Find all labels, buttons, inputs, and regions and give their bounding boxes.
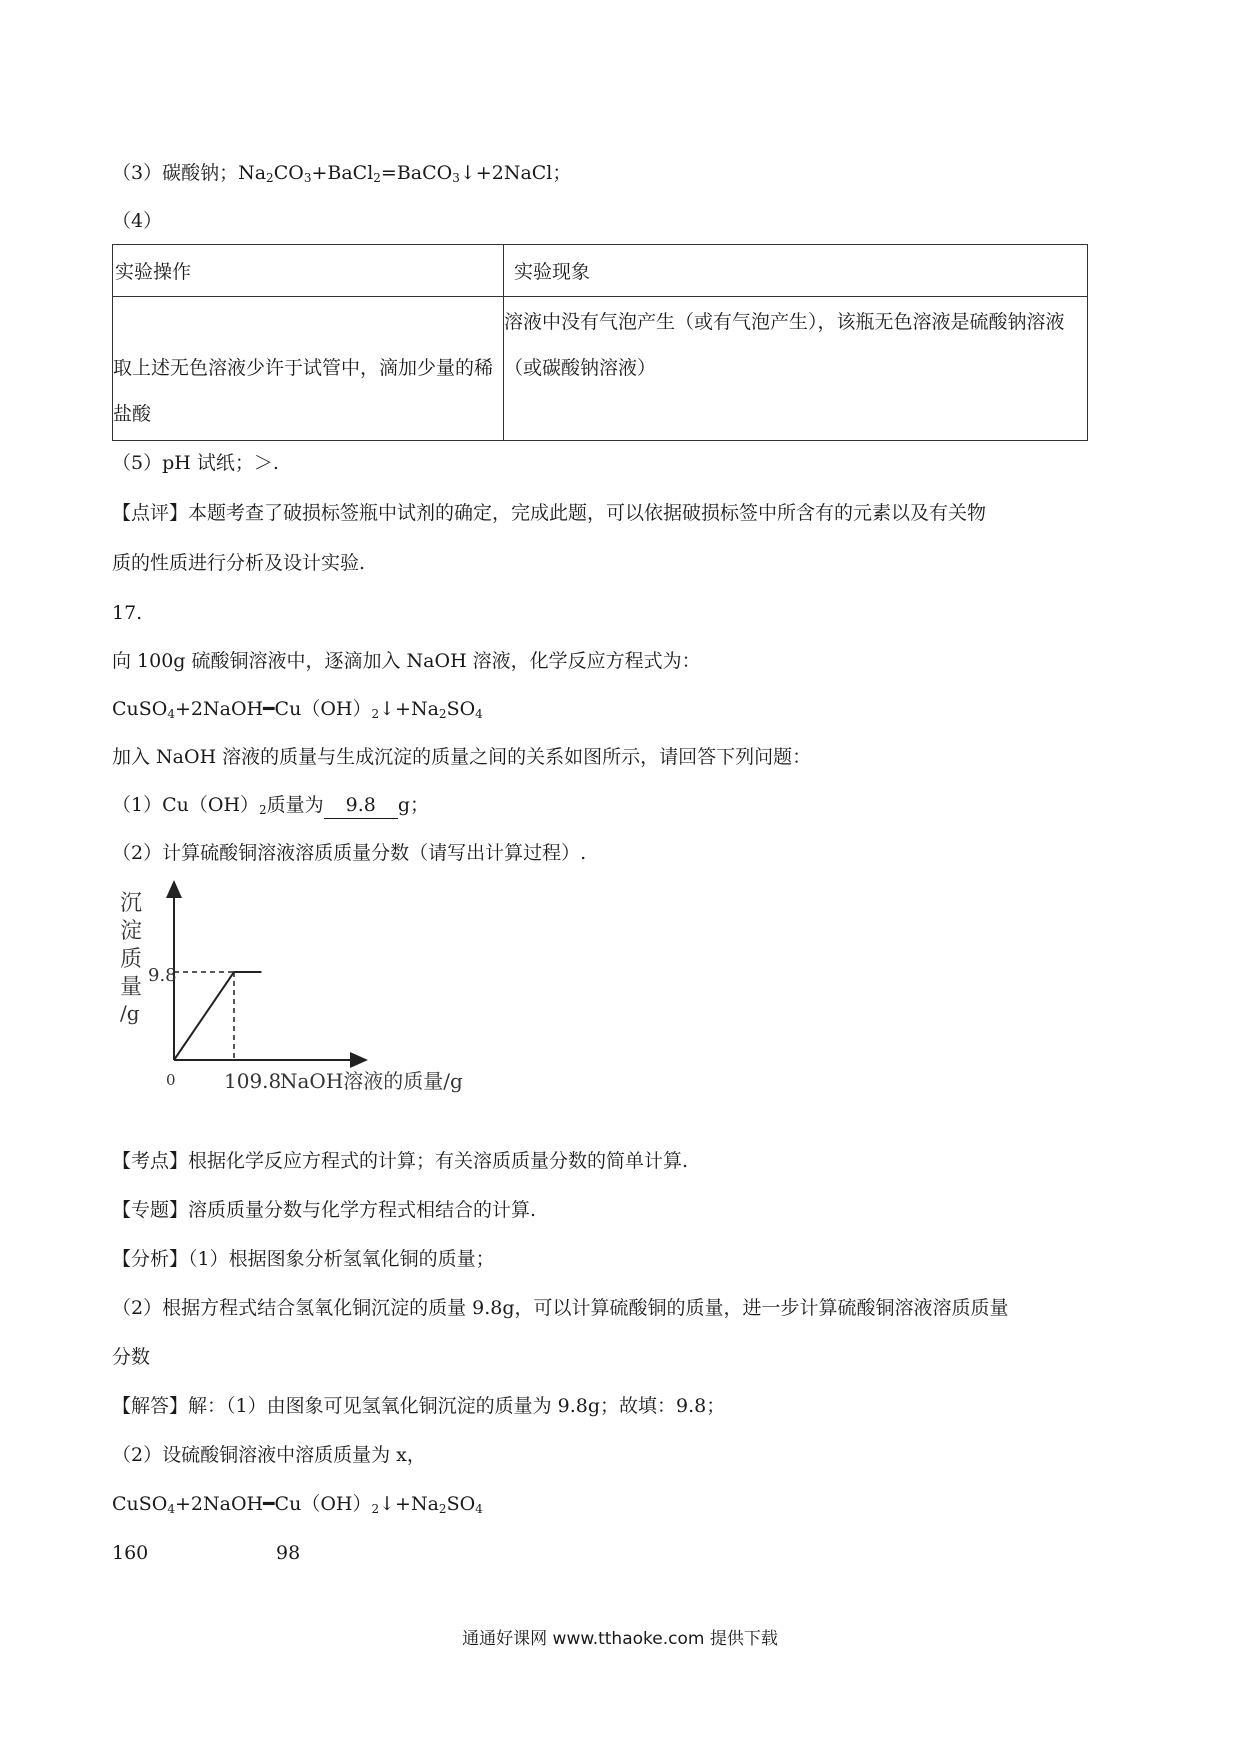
header-text: 实验操作 <box>115 261 192 283</box>
eq-part: ↓+Na <box>379 1493 439 1515</box>
footer-source: 通通好课网 www.tthaoke.com 提供下载 <box>462 1629 778 1649</box>
eq-part: CuSO <box>112 1493 168 1515</box>
question-relation: 加入 NaOH 溶液的质量与生成沉淀的质量之间的关系如图所示，请回答下列问题： <box>112 746 812 768</box>
question-2: （2）计算硫酸铜溶液溶质质量分数（请写出计算过程）. <box>112 842 587 864</box>
y-label-char-1: 沉 <box>120 891 143 916</box>
reaction-equation <box>112 696 483 722</box>
kaodian: 【考点】根据化学反应方程式的计算；有关溶质质量分数的简单计算. <box>112 1150 689 1172</box>
subscript: 2 <box>373 171 381 185</box>
answer-blank: 9.8 <box>324 792 398 819</box>
x-axis-label: NaOH溶液的质量/g <box>280 1069 463 1093</box>
molar-mass-160: 160 <box>112 1542 149 1564</box>
y-tick-label: 9.8 <box>148 965 177 986</box>
eq-part: =BaCO <box>380 162 453 184</box>
q1-text: 质量为 <box>266 794 324 816</box>
header-text: 实验现象 <box>514 261 591 283</box>
molar-mass-98: 98 <box>276 1542 301 1564</box>
x-tick-label: 109.8 <box>224 1069 282 1093</box>
zhuanti: 【专题】溶质质量分数与化学方程式相结合的计算. <box>112 1199 537 1221</box>
table-cell-operation: 取上述无色溶液少许于试管中，滴加少量的稀盐酸 <box>113 297 504 441</box>
subscript: 3 <box>452 171 460 185</box>
data-line <box>174 972 261 1060</box>
answer-4-label: （4） <box>112 210 163 232</box>
q1-text: g； <box>397 794 430 816</box>
reaction-equation-2 <box>112 1491 483 1517</box>
y-label-char-2: 淀 <box>120 919 143 944</box>
origin-label: 0 <box>166 1071 176 1089</box>
fenxi-2: （2）根据方程式结合氢氧化铜沉淀的质量 9.8g，可以计算硫酸铜的质量，进一步计算硫酸铜溶液溶质质量 <box>112 1297 1009 1319</box>
review-line-2: 质的性质进行分析及设计实验. <box>112 552 366 574</box>
y-label-unit: /g <box>120 1001 140 1025</box>
subscript: 4 <box>167 707 176 721</box>
fenxi-1: 【分析】（1）根据图象分析氢氧化铜的质量； <box>112 1248 495 1270</box>
experiment-table <box>112 244 1088 441</box>
eq-part: +BaCl <box>311 162 374 184</box>
review-line-1: 【点评】本题考查了破损标签瓶中试剂的确定，完成此题，可以依据破损标签中所含有的元素以及有关物 <box>112 502 987 524</box>
y-label-char-3: 质 <box>120 947 143 972</box>
question-1 <box>112 792 429 819</box>
subscript: 3 <box>303 171 312 185</box>
subscript: 2 <box>371 1502 380 1516</box>
eq-part: ↓+2NaCl； <box>459 162 572 184</box>
question-number: 17. <box>112 602 143 624</box>
y-label <box>120 891 142 1025</box>
eq-part: +2NaOH━Cu（OH） <box>175 1493 372 1515</box>
answer-3-text: （3）碳酸钠；Na <box>112 162 267 184</box>
table-header-operation <box>113 245 504 297</box>
subscript: 2 <box>371 707 380 721</box>
precipitate-chart <box>112 878 472 1108</box>
jieda-1: 【解答】解：（1）由图象可见氢氧化铜沉淀的质量为 9.8g；故填：9.8； <box>112 1395 726 1417</box>
table-cell-phenomenon: 溶液中没有气泡产生（或有气泡产生），该瓶无色溶液是硫酸钠溶液（或碳酸钠溶液） <box>504 297 1088 441</box>
subscript: 4 <box>475 707 483 721</box>
subscript: 2 <box>259 803 267 817</box>
subscript: 4 <box>475 1502 483 1516</box>
jieda-2: （2）设硫酸铜溶液中溶质质量为 x， <box>112 1444 426 1466</box>
subscript: 2 <box>438 707 447 721</box>
eq-part: SO <box>446 698 476 720</box>
eq-part: CO <box>273 162 304 184</box>
eq-part: +2NaOH━Cu（OH） <box>175 698 372 720</box>
eq-part: ↓+Na <box>379 698 439 720</box>
table-header-phenomenon <box>504 245 1088 297</box>
subscript: 4 <box>167 1502 176 1516</box>
subscript: 2 <box>438 1502 447 1516</box>
answer-5: （5）pH 试纸；＞. <box>112 452 279 474</box>
eq-part: CuSO <box>112 698 168 720</box>
q1-text: （1）Cu（OH） <box>112 794 260 816</box>
eq-part: SO <box>446 1493 476 1515</box>
subscript: 2 <box>266 171 274 185</box>
question-intro: 向 100g 硫酸铜溶液中，逐滴加入 NaOH 溶液，化学反应方程式为： <box>112 650 701 672</box>
fenxi-3: 分数 <box>112 1346 151 1368</box>
answer-3 <box>112 160 571 186</box>
y-label-char-4: 量 <box>120 975 143 1000</box>
